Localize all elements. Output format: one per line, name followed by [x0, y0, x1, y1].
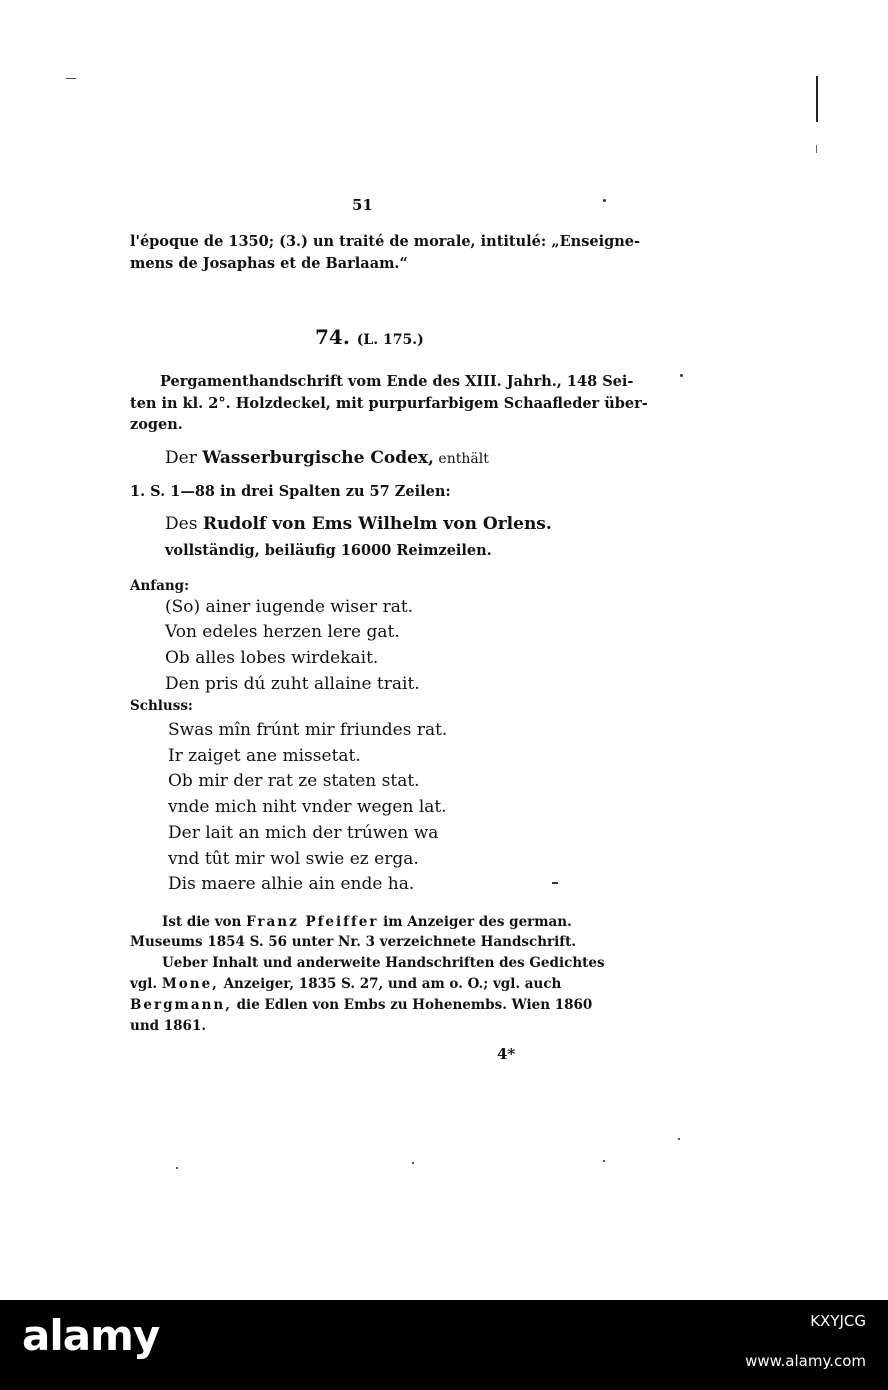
note-1-line-2: Museums 1854 S. 56 unter Nr. 3 verzeichnete Handschrift.: [130, 934, 577, 950]
work-title-line: [165, 514, 552, 534]
note-2-line-4: und 1861.: [130, 1018, 207, 1034]
codex-suffix: enthält: [433, 451, 489, 467]
note-2-line-3: [130, 997, 592, 1013]
schluss-line: Ob mir der rat ze staten stat.: [168, 771, 420, 791]
anfang-line: Den pris dú zuht allaine trait.: [165, 674, 420, 694]
work-prefix: Des: [165, 514, 203, 534]
ink-speck: [552, 882, 558, 884]
scan-dot: [680, 374, 683, 377]
schluss-line: Ir zaiget ane missetat.: [168, 746, 361, 766]
schluss-line: vnd tût mir wol swie ez erga.: [168, 849, 419, 869]
codex-prefix: Der: [165, 448, 203, 468]
schluss-line: Swas mîn frúnt mir friundes rat.: [168, 720, 448, 740]
note-2-author: Mone,: [161, 976, 219, 992]
schluss-line: Dis maere alhie ain ende ha.: [168, 874, 415, 894]
scan-mark: [816, 145, 817, 153]
anfang-line: Ob alles lobes wirdekait.: [165, 648, 379, 668]
site-url[interactable]: www.alamy.com: [745, 1352, 866, 1370]
entry-ref: (L. 175.): [356, 332, 424, 348]
stock-id: KXYJCG: [810, 1312, 866, 1330]
anfang-line: (So) ainer iugende wiser rat.: [165, 597, 414, 617]
note-2-prefix: vgl.: [130, 976, 162, 992]
alamy-logo: alamy: [22, 1311, 160, 1360]
schluss-label: Schluss:: [130, 698, 193, 714]
entry-number: 74.: [315, 325, 350, 349]
codex-name: Wasserburgische Codex,: [202, 448, 434, 468]
note-1-line-1: [162, 914, 572, 930]
scan-dot: [412, 1162, 414, 1164]
note-1-suffix: im Anzeiger des german.: [378, 914, 572, 930]
page-number: 51: [352, 196, 373, 214]
scan-mark: [66, 78, 76, 79]
work-name: Rudolf von Ems Wilhelm von Orlens.: [202, 514, 552, 534]
codex-line: [165, 448, 489, 468]
note-2-line-2: [130, 976, 561, 992]
intro-line-1: l'époque de 1350; (3.) un traité de morale, intitulé: „Enseigne-: [130, 233, 641, 250]
description-line-1: Pergamenthandschrift vom Ende des XIII. Jahrh., 148 Sei-: [160, 373, 634, 390]
scan-dot: [678, 1138, 680, 1140]
note-2-suffix-2: die Edlen von Embs zu Hohenembs. Wien 1860: [231, 997, 593, 1013]
schluss-line: Der lait an mich der trúwen wa: [168, 823, 439, 843]
intro-line-2: mens de Josaphas et de Barlaam.“: [130, 255, 408, 272]
signature-mark: 4*: [497, 1045, 516, 1063]
note-2-line-1: Ueber Inhalt und anderweite Handschriften des Gedichtes: [162, 955, 605, 971]
scan-dot: [176, 1167, 178, 1169]
note-2-suffix: Anzeiger, 1835 S. 27, und am o. O.; vgl. auch: [218, 976, 562, 992]
section-line: 1. S. 1—88 in drei Spalten zu 57 Zeilen:: [130, 483, 451, 500]
entry-heading: [315, 325, 424, 349]
note-1-author: Franz Pfeiffer: [246, 914, 379, 930]
scan-dot: [603, 1160, 605, 1162]
schluss-line: vnde mich niht vnder wegen lat.: [168, 797, 447, 817]
description-line-3: zogen.: [130, 416, 183, 433]
scan-dot: [603, 199, 606, 202]
scan-mark: [816, 76, 818, 122]
anfang-line: Von edeles herzen lere gat.: [165, 622, 400, 642]
note-2-author-2: Bergmann,: [130, 997, 232, 1013]
note-1-prefix: Ist die von: [162, 914, 247, 930]
anfang-label: Anfang:: [130, 578, 190, 594]
description-line-2: ten in kl. 2°. Holzdeckel, mit purpurfarbigem Schaafleder über-: [130, 395, 648, 412]
work-note: vollständig, beiläufig 16000 Reimzeilen.: [165, 542, 492, 559]
